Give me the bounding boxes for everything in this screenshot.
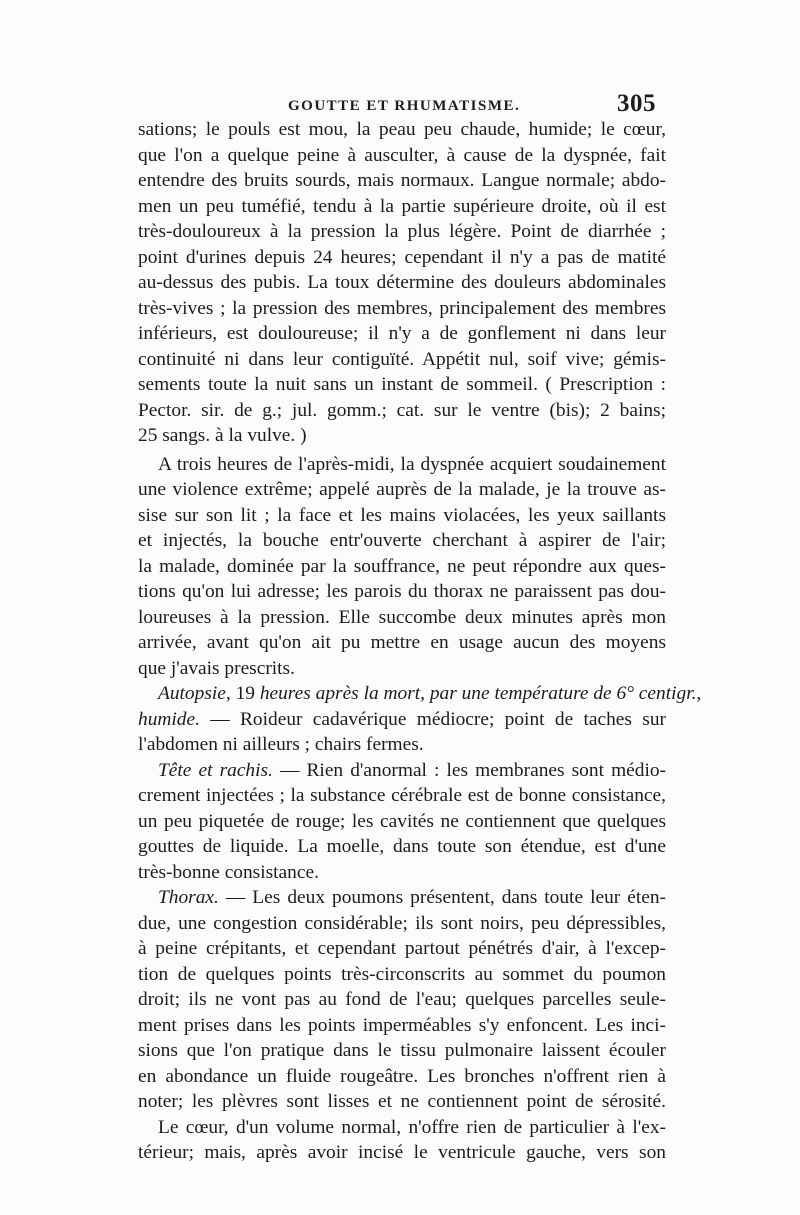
page-number: 305 [617, 90, 656, 117]
text-line: à peine crépitants, et cependant partout pénétrés d'air, à l'excep- [138, 938, 666, 959]
roman-text: — Roideur cadavérique médiocre; point de taches sur [199, 708, 666, 730]
text-line: au-dessus des pubis. La toux détermine des douleurs abdominales [138, 272, 666, 293]
text-line: tions qu'on lui adresse; les parois du thorax ne paraissent pas dou- [138, 581, 666, 602]
text-line: et injectés, la bouche entr'ouverte cherchant à aspirer de l'air; [138, 530, 666, 551]
paragraph-coeur [138, 1115, 666, 1166]
paragraph-autopsie [138, 681, 702, 758]
roman-text: — Les deux poumons présentent, dans toute leur éten- [218, 887, 666, 908]
text-line: sise sur son lit ; la face et les mains violacées, les yeux saillants [138, 504, 666, 526]
text-line [138, 758, 666, 784]
text-line: ment prises dans les points imperméables s'y enfoncent. Les inci- [138, 1014, 666, 1036]
text-line: point d'urines depuis 24 heures; cependant il n'y a pas de matité [138, 246, 666, 268]
text-line: due, une congestion considérable; ils sont noirs, peu dépressibles, [138, 912, 666, 934]
text-line: un peu piquetée de rouge; les cavités ne contiennent que quelques [138, 810, 666, 832]
text-line: très-douloureux à la pression la plus légère. Point de diarrhée ; [138, 221, 666, 242]
text-line [138, 681, 702, 707]
text-line: l'abdomen ni ailleurs ; chairs fermes. [138, 734, 424, 755]
text-line: que l'on a quelque peine à ausculter, à cause de la dyspnée, fait [138, 144, 666, 166]
text-line [138, 885, 666, 911]
text-line: 25 sangs. à la vulve. ) [138, 425, 307, 446]
text-line: que j'avais prescrits. [138, 657, 295, 679]
text-line: inférieurs, est douloureuse; il n'y a de gonflement ni dans leur [138, 323, 666, 344]
text-line: noter; les plèvres sont lisses et ne contiennent point de sérosité. [138, 1091, 666, 1112]
text-line: sations; le pouls est mou, la peau peu chaude, humide; le cœur, [138, 119, 666, 140]
text-line: crement injectées ; la substance cérébrale est de bonne consistance, [138, 785, 666, 806]
paragraph-thorax [138, 885, 666, 1115]
paragraph-tete-rachis [138, 758, 666, 886]
italic-lead: Autopsie, [158, 683, 231, 704]
text-line: loureuses à la pression. Elle succombe deux minutes après mon [138, 606, 666, 628]
italic-text: heures après la mort, par une température de 6° centigr., [259, 683, 702, 704]
italic-lead: humide. [138, 708, 200, 730]
text-line: Pector. sir. de g.; jul. gomm.; cat. sur le ventre (bis); 2 bains; [138, 399, 666, 421]
italic-lead: Thorax. [158, 887, 219, 908]
text-line: A trois heures de l'après-midi, la dyspnée acquiert soudainement [158, 453, 666, 475]
text-line: très-vives ; la pression des membres, principalement des membres [138, 297, 666, 319]
paragraph-continuation [138, 117, 666, 449]
roman-text: — Rien d'anormal : les membranes sont médio- [272, 759, 666, 781]
text-line: très-bonne consistance. [138, 861, 319, 883]
text-line: entendre des bruits sourds, mais normaux. Langue normale; abdo- [138, 170, 666, 191]
roman-text: 19 [230, 683, 260, 704]
text-line: sements toute la nuit sans un instant de sommeil. ( Prescription : [138, 374, 666, 395]
text-line: droit; ils ne vont pas au fond de l'eau; quelques parcelles seule- [138, 989, 666, 1010]
text-line: men un peu tuméfié, tendu à la partie supérieure droite, où il est [138, 195, 666, 217]
body-text [138, 117, 702, 1166]
text-line: la malade, dominée par la souffrance, ne peut répondre aux ques- [138, 555, 666, 577]
text-line: sions que l'on pratique dans le tissu pulmonaire laissent écouler [138, 1040, 666, 1061]
paragraph-dyspnea [138, 452, 666, 682]
text-line: continuité ni dans leur contiguïté. Appétit nul, soif vive; gémis- [138, 348, 666, 370]
text-line [138, 707, 666, 733]
text-line: en abondance un fluide rougeâtre. Les bronches n'offrent rien à [138, 1065, 666, 1087]
text-line: arrivée, avant qu'on ait pu mettre en usage aucun des moyens [138, 632, 666, 653]
text-line: tion de quelques points très-circonscrits au sommet du poumon [138, 963, 666, 985]
italic-lead: Tête et rachis. [158, 759, 273, 781]
running-title: GOUTTE ET RHUMATISME. [288, 98, 521, 114]
text-line: une violence extrême; appelé auprès de la malade, je la trouve as- [138, 479, 666, 500]
text-line: gouttes de liquide. La moelle, dans toute son étendue, est d'une [138, 836, 666, 857]
text-line: térieur; mais, après avoir incisé le ventricule gauche, vers son [138, 1142, 666, 1163]
text-line: Le cœur, d'un volume normal, n'offre rien de particulier à l'ex- [158, 1116, 666, 1138]
